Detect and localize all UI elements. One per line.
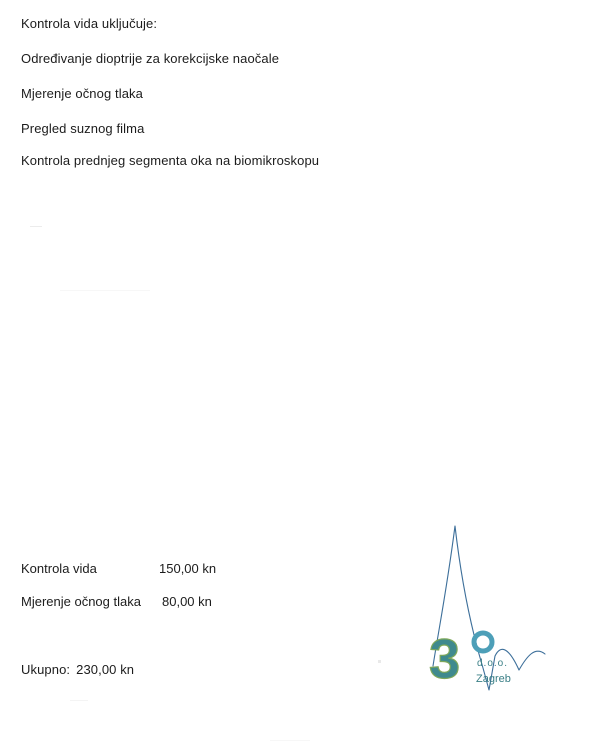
scan-artifact (70, 700, 88, 701)
scan-artifact (378, 660, 381, 663)
company-stamp-logo (425, 518, 565, 693)
price-label: Kontrola vida (21, 561, 97, 576)
stamp-text-line1: d.o.o. (477, 658, 509, 669)
services-intro: Kontrola vida uključuje: (21, 16, 158, 31)
scan-artifact (60, 290, 150, 291)
scan-artifact (270, 740, 310, 741)
stamp-circle (474, 633, 492, 651)
price-label: Mjerenje očnog tlaka (21, 594, 141, 609)
total-value: 230,00 kn (76, 662, 135, 677)
scan-artifact (30, 226, 42, 227)
total-row (21, 662, 134, 677)
stamp-digit: 3 (429, 627, 461, 690)
price-value: 80,00 kn (162, 594, 212, 609)
total-label: Ukupno: (21, 662, 71, 677)
service-item: Kontrola prednjeg segmenta oka na biomikroskopu (21, 153, 320, 168)
price-value: 150,00 kn (159, 561, 217, 576)
stamp-text-line2: Zagreb (476, 673, 511, 685)
service-item: Mjerenje očnog tlaka (21, 86, 143, 101)
service-item: Određivanje dioptrije za korekcijske naočale (21, 51, 280, 66)
service-item: Pregled suznog filma (21, 121, 145, 136)
